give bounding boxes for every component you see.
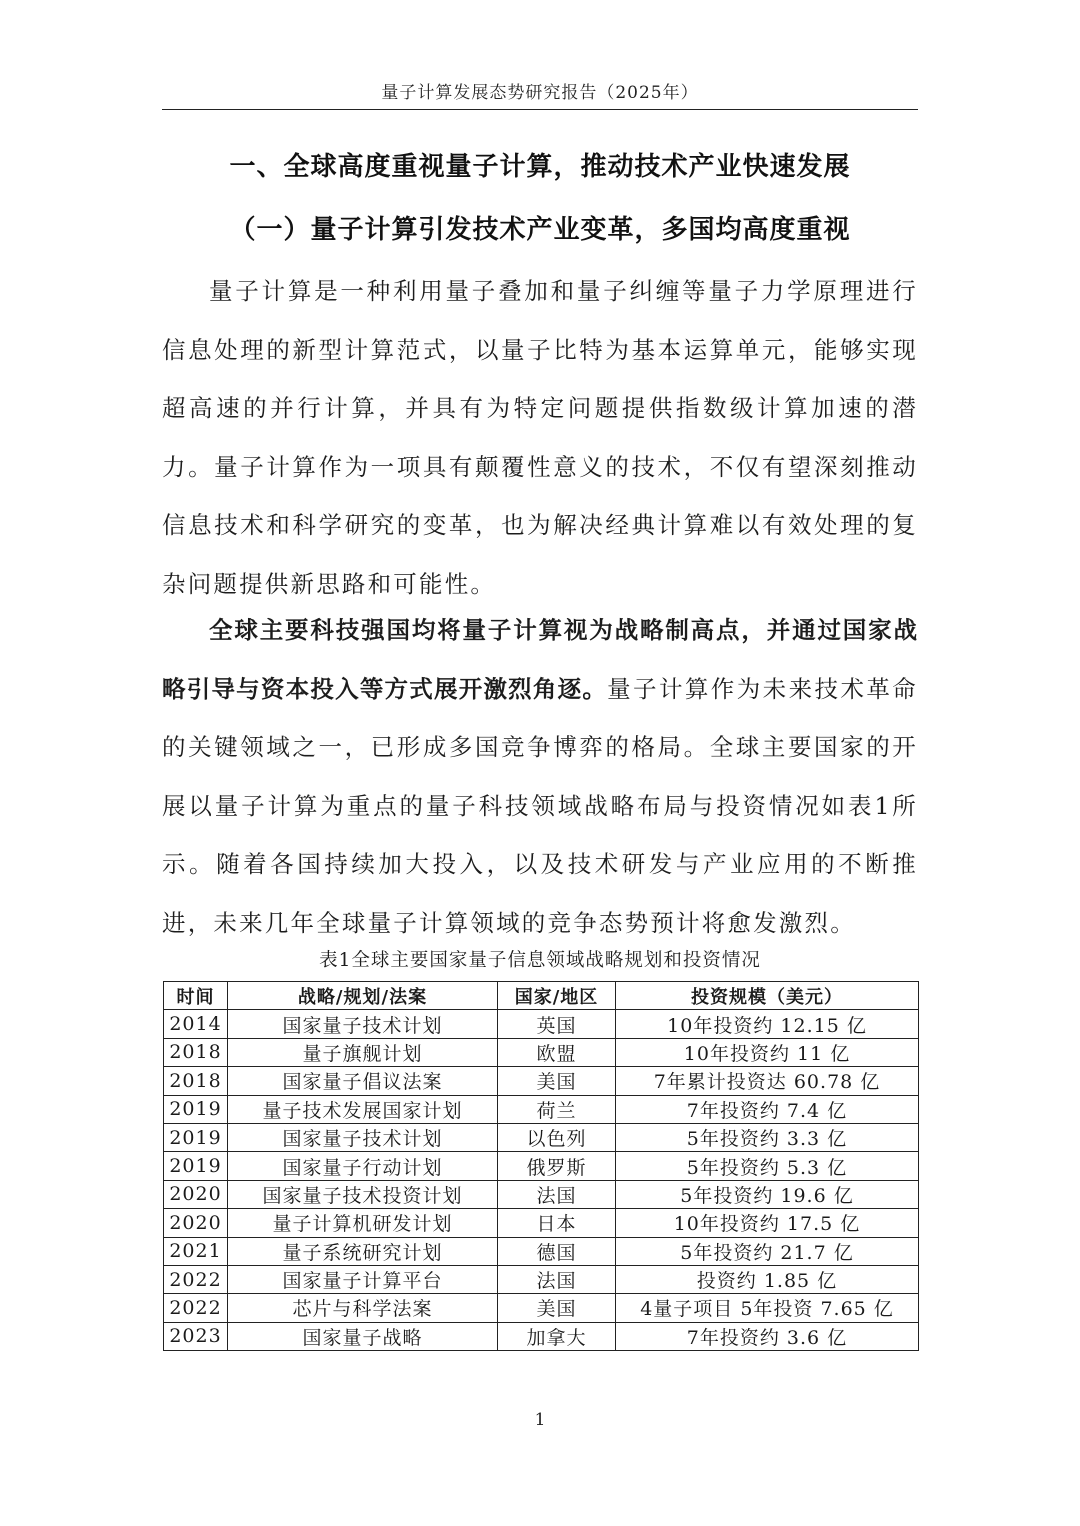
cell-country: 德国 — [498, 1237, 616, 1265]
cell-investment: 7年投资约 7.4 亿 — [616, 1095, 919, 1123]
cell-country: 以色列 — [498, 1123, 616, 1151]
cell-investment: 5年投资约 5.3 亿 — [616, 1152, 919, 1180]
table-row — [164, 1265, 919, 1293]
column-header-investment: 投资规模（美元） — [616, 982, 919, 1010]
running-header: 量子计算发展态势研究报告（2025年） — [381, 83, 699, 103]
cell-strategy: 国家量子战略 — [228, 1322, 498, 1350]
cell-strategy: 量子系统研究计划 — [228, 1237, 498, 1265]
cell-strategy: 国家量子倡议法案 — [228, 1067, 498, 1095]
cell-year: 2019 — [164, 1152, 228, 1180]
paragraph-intro: 量子计算是一种利用量子叠加和量子纠缠等量子力学原理进行信息处理的新型计算范式，以量子比特为基本运算单元，能够实现超高速的并行计算，并具有为特定问题提供指数级计算加速的潜力。量子计算作为一项具有颠覆性意义的技术，不仅有望深刻推动信息技术和科学研究的变革，也为解决经典计算难以有效处理的复杂问题提供新思路和可能性。 — [162, 277, 918, 598]
cell-year: 2018 — [164, 1038, 228, 1066]
cell-year: 2018 — [164, 1067, 228, 1095]
cell-year: 2019 — [164, 1123, 228, 1151]
cell-investment: 5年投资约 21.7 亿 — [616, 1237, 919, 1265]
cell-country: 日本 — [498, 1209, 616, 1237]
cell-strategy: 国家量子技术投资计划 — [228, 1180, 498, 1208]
column-header-year: 时间 — [164, 982, 228, 1010]
cell-year: 2019 — [164, 1095, 228, 1123]
table-row — [164, 1322, 919, 1350]
table-row — [164, 1237, 919, 1265]
table-body — [164, 1010, 919, 1351]
table-row — [164, 1294, 919, 1322]
cell-investment: 10年投资约 12.15 亿 — [616, 1010, 919, 1038]
cell-investment: 10年投资约 11 亿 — [616, 1038, 919, 1066]
cell-country: 荷兰 — [498, 1095, 616, 1123]
page-number: 1 — [534, 1410, 546, 1430]
table-header-row — [164, 982, 919, 1010]
cell-country: 美国 — [498, 1067, 616, 1095]
cell-investment: 7年投资约 3.6 亿 — [616, 1322, 919, 1350]
table-row — [164, 1038, 919, 1066]
table-caption: 表1全球主要国家量子信息领域战略规划和投资情况 — [319, 950, 761, 971]
paragraph-global-competition — [162, 601, 918, 952]
table-row — [164, 1010, 919, 1038]
cell-strategy: 量子技术发展国家计划 — [228, 1095, 498, 1123]
cell-year: 2021 — [164, 1237, 228, 1265]
cell-investment: 投资约 1.85 亿 — [616, 1265, 919, 1293]
cell-strategy: 量子旗舰计划 — [228, 1038, 498, 1066]
table-row — [164, 1180, 919, 1208]
cell-strategy: 国家量子技术计划 — [228, 1123, 498, 1151]
cell-year: 2020 — [164, 1180, 228, 1208]
cell-year: 2022 — [164, 1265, 228, 1293]
column-header-strategy: 战略/规划/法案 — [228, 982, 498, 1010]
header-rule — [162, 109, 918, 110]
cell-year: 2020 — [164, 1209, 228, 1237]
section-title: 一、全球高度重视量子计算，推动技术产业快速发展 — [229, 152, 851, 182]
cell-year: 2023 — [164, 1322, 228, 1350]
cell-investment: 7年累计投资达 60.78 亿 — [616, 1067, 919, 1095]
cell-strategy: 量子计算机研发计划 — [228, 1209, 498, 1237]
cell-country: 俄罗斯 — [498, 1152, 616, 1180]
strategy-investment-table — [163, 981, 919, 1351]
cell-strategy: 国家量子计算平台 — [228, 1265, 498, 1293]
cell-year: 2014 — [164, 1010, 228, 1038]
cell-investment: 4量子项目 5年投资 7.65 亿 — [616, 1294, 919, 1322]
table-row — [164, 1067, 919, 1095]
table-row — [164, 1209, 919, 1237]
cell-investment: 5年投资约 3.3 亿 — [616, 1123, 919, 1151]
cell-strategy: 国家量子行动计划 — [228, 1152, 498, 1180]
cell-year: 2022 — [164, 1294, 228, 1322]
cell-investment: 10年投资约 17.5 亿 — [616, 1209, 919, 1237]
cell-country: 加拿大 — [498, 1322, 616, 1350]
cell-strategy: 国家量子技术计划 — [228, 1010, 498, 1038]
cell-country: 美国 — [498, 1294, 616, 1322]
paragraph-body: 量子计算作为未来技术革命的关键领域之一，已形成多国竞争博弈的格局。全球主要国家的开展以量子计算为重点的量子科技领域战略布局与投资情况如表1所示。随着各国持续加大投入，以及技术研发与产业应用的不断推进，未来几年全球量子计算领域的竞争态势预计将愈发激烈。 — [162, 674, 918, 937]
cell-country: 英国 — [498, 1010, 616, 1038]
cell-country: 法国 — [498, 1265, 616, 1293]
table-row — [164, 1095, 919, 1123]
cell-country: 欧盟 — [498, 1038, 616, 1066]
table-row — [164, 1152, 919, 1180]
subsection-title: （一）量子计算引发技术产业变革，多国均高度重视 — [229, 215, 851, 245]
table-row — [164, 1123, 919, 1151]
cell-country: 法国 — [498, 1180, 616, 1208]
paragraph-lead-bold: 全球主要科技强国均将量子计算视为战略制高点，并通过国家战略引导与资本投入等方式展开激烈角逐。 — [162, 616, 918, 703]
cell-investment: 5年投资约 19.6 亿 — [616, 1180, 919, 1208]
column-header-country: 国家/地区 — [498, 982, 616, 1010]
cell-strategy: 芯片与科学法案 — [228, 1294, 498, 1322]
